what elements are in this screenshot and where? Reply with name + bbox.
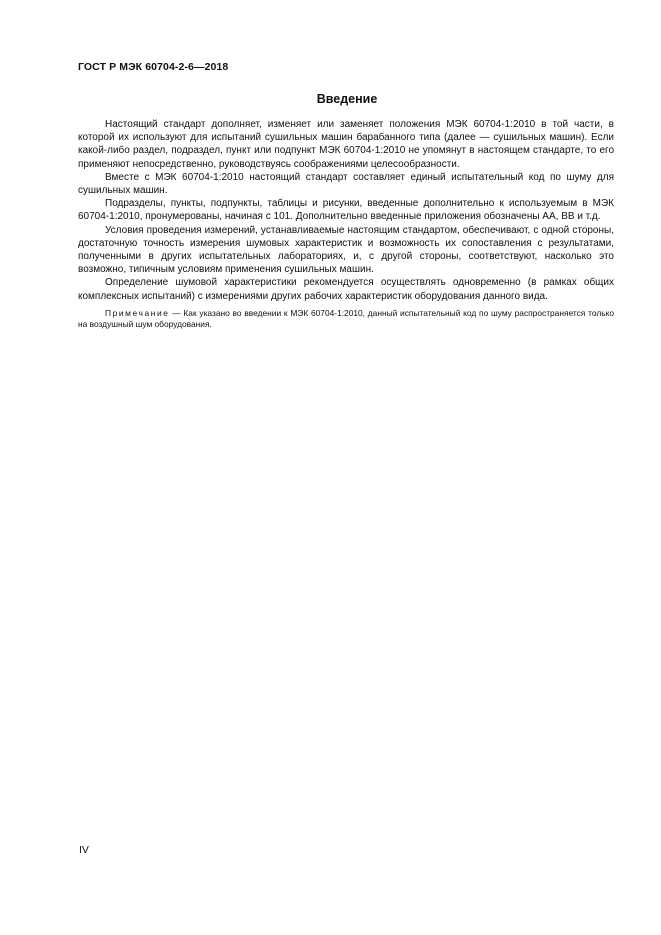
section-title: Введение xyxy=(316,92,378,106)
paragraph: Условия проведения измерений, устанавливаемые настоящим стандартом, обеспечивают, с одной стороны, достаточную точность измерения шумовых характеристик и возможность их сопоставления с результатами, полученными в других испытательных лабораториях, и, с другой стороны, соответствуют, насколько это возможно, типичным условиям применения сушильных машин. xyxy=(78,224,614,276)
paragraph: Настоящий стандарт дополняет, изменяет или заменяет положения МЭК 60704-1:2010 в той части, в которой их используют для испытаний сушильных машин барабанного типа (далее — сушильных машин). Если какой-либо раздел, подраздел, пункт или подпункт МЭК 60704-1:2010 не упомянут в настоящем стандарте, то его применяют непосредственно, руководствуясь соображениями целесообразности. xyxy=(78,119,614,170)
note-text: — Как указано во введении к МЭК 60704-1:2010, данный испытательный код по шуму распространяется только на воздушный шум оборудования. xyxy=(78,307,614,330)
document-id-header: ГОСТ Р МЭК 60704-2-6—2018 xyxy=(78,61,229,73)
note xyxy=(78,308,614,331)
paragraph: Вместе с МЭК 60704-1:2010 настоящий стандарт составляет единый испытательный код по шуму для сушильных машин. xyxy=(78,171,614,197)
paragraph: Определение шумовой характеристики рекомендуется осуществлять одновременно (в рамках общих комплексных испытаний) с измерениями других рабочих характеристик оборудования данного вида. xyxy=(78,277,614,302)
paragraph: Подразделы, пункты, подпункты, таблицы и рисунки, введенные дополнительно к используемым в МЭК 60704-1:2010, пронумерованы, начиная с 101. Дополнительно введенные приложения обозначены АА, ВВ и т.д. xyxy=(78,198,614,223)
note-label: Примечание xyxy=(105,307,170,318)
page-number: IV xyxy=(79,844,89,856)
document-body xyxy=(78,118,614,331)
